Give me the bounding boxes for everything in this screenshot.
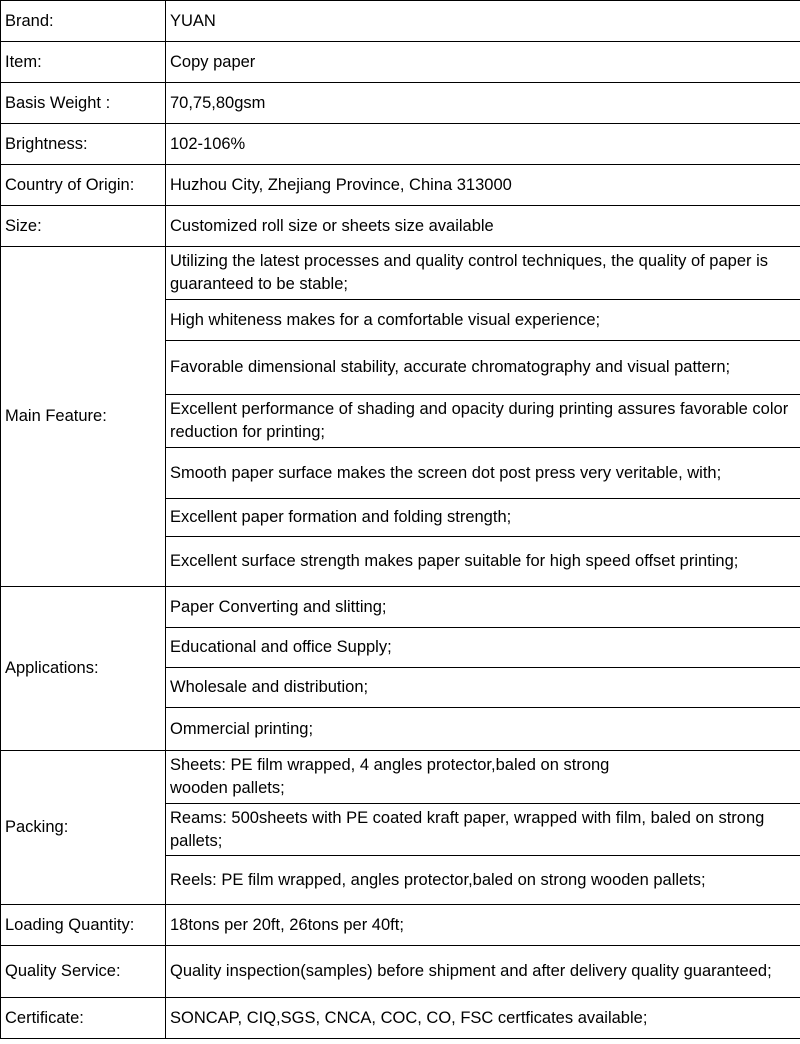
feature-item: Excellent paper formation and folding strength; bbox=[166, 499, 800, 537]
table-row bbox=[1, 206, 800, 247]
feature-item: Favorable dimensional stability, accurate chromatography and visual pattern; bbox=[166, 341, 800, 395]
table-row bbox=[1, 124, 800, 165]
row-value-basis-weight: 70,75,80gsm bbox=[166, 83, 800, 124]
table-row bbox=[1, 247, 800, 300]
feature-item: Excellent performance of shading and opacity during printing assures favorable color reduction for printing; bbox=[166, 395, 800, 448]
row-label-brand: Brand: bbox=[1, 1, 166, 42]
row-label-brightness: Brightness: bbox=[1, 124, 166, 165]
feature-item: Smooth paper surface makes the screen dot post press very veritable, with; bbox=[166, 448, 800, 499]
table-row bbox=[1, 83, 800, 124]
row-value-loading-quantity: 18tons per 20ft, 26tons per 40ft; bbox=[166, 905, 800, 946]
row-label-loading-quantity: Loading Quantity: bbox=[1, 905, 166, 946]
row-label-country: Country of Origin: bbox=[1, 165, 166, 206]
row-label-quality-service: Quality Service: bbox=[1, 946, 166, 998]
packing-item: Sheets: PE film wrapped, 4 angles protector,baled on strong wooden pallets; bbox=[166, 751, 800, 804]
table-row bbox=[1, 905, 800, 946]
packing-item: Reams: 500sheets with PE coated kraft paper, wrapped with film, baled on strong pallets; bbox=[166, 804, 800, 856]
table-row bbox=[1, 998, 800, 1039]
row-label-item: Item: bbox=[1, 42, 166, 83]
row-label-certificate: Certificate: bbox=[1, 998, 166, 1039]
table-row bbox=[1, 42, 800, 83]
feature-item: High whiteness makes for a comfortable visual experience; bbox=[166, 300, 800, 341]
packing-item: Reels: PE film wrapped, angles protector,baled on strong wooden pallets; bbox=[166, 856, 800, 905]
row-value-brand: YUAN bbox=[166, 1, 800, 42]
table-row bbox=[1, 1, 800, 42]
table-row bbox=[1, 946, 800, 998]
application-item: Ommercial printing; bbox=[166, 708, 800, 751]
row-value-quality-service: Quality inspection(samples) before shipment and after delivery quality guaranteed; bbox=[166, 946, 800, 998]
application-item: Educational and office Supply; bbox=[166, 628, 800, 668]
row-value-country: Huzhou City, Zhejiang Province, China 313000 bbox=[166, 165, 800, 206]
application-item: Wholesale and distribution; bbox=[166, 668, 800, 708]
table-row bbox=[1, 587, 800, 628]
feature-item: Utilizing the latest processes and quality control techniques, the quality of paper is guaranteed to be stable; bbox=[166, 247, 800, 300]
row-value-size: Customized roll size or sheets size available bbox=[166, 206, 800, 247]
row-label-size: Size: bbox=[1, 206, 166, 247]
row-label-basis-weight: Basis Weight : bbox=[1, 83, 166, 124]
table-row bbox=[1, 751, 800, 804]
row-label-packing: Packing: bbox=[1, 751, 166, 905]
application-item: Paper Converting and slitting; bbox=[166, 587, 800, 628]
row-value-brightness: 102-106% bbox=[166, 124, 800, 165]
feature-item: Excellent surface strength makes paper suitable for high speed offset printing; bbox=[166, 537, 800, 587]
row-label-applications: Applications: bbox=[1, 587, 166, 751]
table-row bbox=[1, 165, 800, 206]
row-label-main-feature: Main Feature: bbox=[1, 247, 166, 587]
row-value-certificate: SONCAP, CIQ,SGS, CNCA, COC, CO, FSC certficates available; bbox=[166, 998, 800, 1039]
row-value-item: Copy paper bbox=[166, 42, 800, 83]
